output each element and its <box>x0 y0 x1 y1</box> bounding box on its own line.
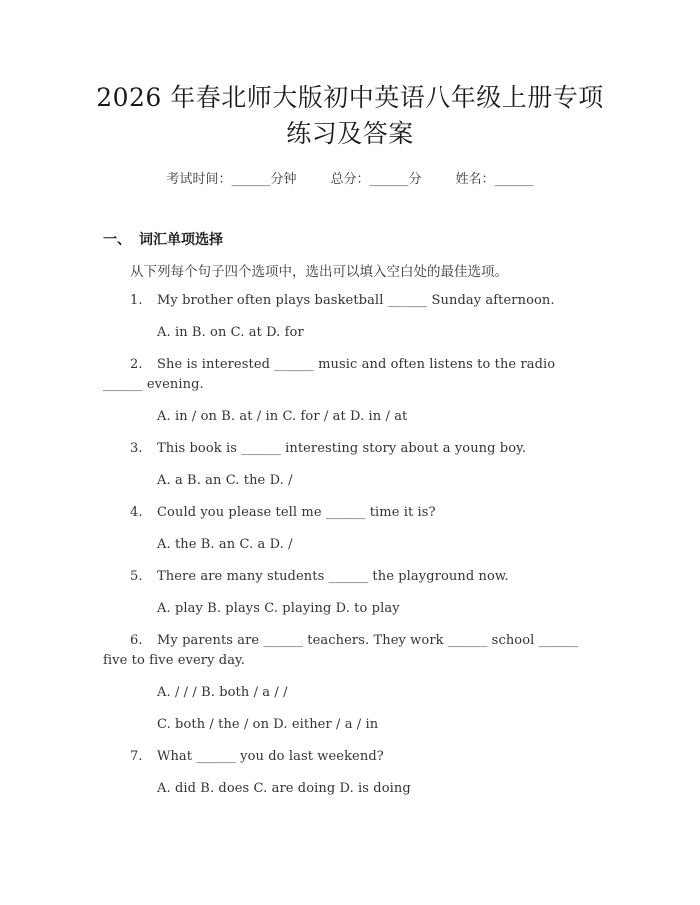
question-text: My parents are ______ teachers. They work ______ school ______ <box>157 633 579 648</box>
question-6-continued: five to five every day. <box>103 653 246 668</box>
question-7 <box>130 749 384 764</box>
question-1-options: A. in B. on C. at D. for <box>157 325 304 340</box>
page-title-continued: 练习及答案 <box>286 119 414 148</box>
question-number: 3. <box>130 441 143 456</box>
question-4-options: A. the B. an C. a D. / <box>157 537 293 552</box>
question-number: 4. <box>130 505 143 520</box>
question-2-continued: ______ evening. <box>103 377 204 392</box>
question-1 <box>130 293 555 308</box>
exam-time-field: 考试时间：______分钟 <box>166 172 297 187</box>
section-title: 词汇单项选择 <box>139 232 223 248</box>
exam-meta <box>0 168 700 187</box>
question-7-options: A. did B. does C. are doing D. is doing <box>157 781 411 796</box>
section-number: 一、 <box>103 232 131 248</box>
question-2 <box>130 357 555 372</box>
question-text: This book is ______ interesting story about a young boy. <box>157 441 527 456</box>
question-number: 6. <box>130 633 143 648</box>
section-instruction: 从下列每个句子四个选项中，选出可以填入空白处的最佳选项。 <box>130 264 508 280</box>
question-text: There are many students ______ the playground now. <box>157 569 509 584</box>
question-text: She is interested ______ music and often listens to the radio <box>157 357 556 372</box>
exam-score-field: 总分：______分 <box>330 172 422 187</box>
question-text: Could you please tell me ______ time it is? <box>157 505 436 520</box>
question-6 <box>130 633 578 648</box>
page-title: 2026 年春北师大版初中英语八年级上册专项 <box>96 83 604 112</box>
question-3 <box>130 441 526 456</box>
question-number: 2. <box>130 357 143 372</box>
question-2-options: A. in / on B. at / in C. for / at D. in / at <box>157 409 408 424</box>
question-text: My brother often plays basketball ______ Sunday afternoon. <box>157 293 555 308</box>
question-4 <box>130 505 436 520</box>
exam-name-field: 姓名：______ <box>455 172 534 187</box>
question-3-options: A. a B. an C. the D. / <box>157 473 293 488</box>
question-number: 7. <box>130 749 143 764</box>
question-5 <box>130 569 509 584</box>
question-6-options-continued: C. both / the / on D. either / a / in <box>157 717 379 732</box>
section-heading <box>103 229 223 249</box>
question-text: What ______ you do last weekend? <box>157 749 384 764</box>
question-6-options: A. / / / B. both / a / / <box>157 685 288 700</box>
question-number: 5. <box>130 569 143 584</box>
question-5-options: A. play B. plays C. playing D. to play <box>157 601 400 616</box>
question-number: 1. <box>130 293 143 308</box>
